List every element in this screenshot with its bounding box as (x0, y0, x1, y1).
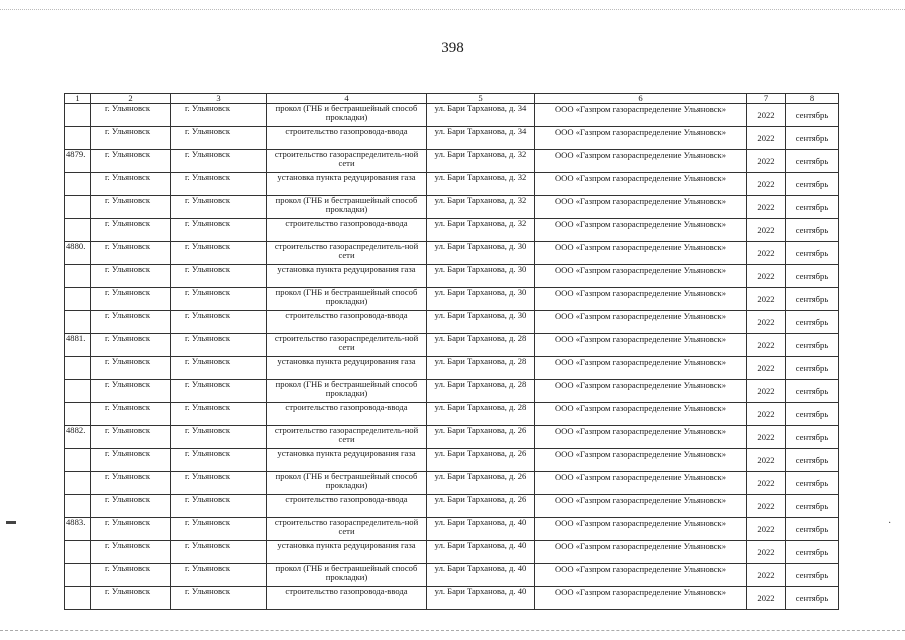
year-cell (747, 472, 786, 495)
month-cell (786, 380, 839, 403)
organization-cell: ООО «Газпром газораспределение Ульяновск» (535, 288, 747, 311)
header-col-4: 4 (267, 94, 427, 104)
locality-cell: г. Ульяновск (171, 403, 267, 426)
year-cell-text: 2022 (757, 385, 775, 396)
locality-cell: г. Ульяновск (171, 196, 267, 219)
month-cell (786, 495, 839, 518)
month-cell-text: сентябрь (795, 316, 829, 327)
work-type-cell: строительство газопровода-ввода (267, 587, 427, 610)
year-cell (747, 334, 786, 357)
month-cell (786, 288, 839, 311)
year-cell-text: 2022 (757, 500, 775, 511)
year-cell-text: 2022 (757, 178, 775, 189)
year-cell-text: 2022 (757, 523, 775, 534)
year-cell-text: 2022 (757, 201, 775, 212)
header-col-8: 8 (786, 94, 839, 104)
row-number (65, 472, 91, 495)
year-cell (747, 150, 786, 173)
address-cell: ул. Бари Тарханова, д. 26 (427, 426, 535, 449)
address-cell: ул. Бари Тарханова, д. 28 (427, 334, 535, 357)
work-type-cell: прокол (ГНБ и бестраншейный способ прокладки) (267, 196, 427, 219)
page-number: 398 (441, 40, 464, 56)
locality-cell: г. Ульяновск (171, 104, 267, 127)
organization-cell: ООО «Газпром газораспределение Ульяновск» (535, 104, 747, 127)
year-cell (747, 357, 786, 380)
year-cell (747, 219, 786, 242)
month-cell (786, 357, 839, 380)
row-number (65, 127, 91, 150)
locality-cell: г. Ульяновск (171, 518, 267, 541)
year-cell-text: 2022 (757, 224, 775, 235)
month-cell-text: сентябрь (795, 201, 829, 212)
work-type-cell: строительство газораспределитель-ной сети (267, 242, 427, 265)
region-cell: г. Ульяновск (91, 196, 171, 219)
month-cell-text: сентябрь (795, 546, 829, 557)
month-cell (786, 242, 839, 265)
year-cell (747, 242, 786, 265)
work-type-cell: строительство газопровода-ввода (267, 219, 427, 242)
year-cell-text: 2022 (757, 293, 775, 304)
work-type-cell: строительство газопровода-ввода (267, 127, 427, 150)
address-cell: ул. Бари Тарханова, д. 30 (427, 265, 535, 288)
locality-cell: г. Ульяновск (171, 265, 267, 288)
address-cell: ул. Бари Тарханова, д. 28 (427, 403, 535, 426)
table-row (65, 173, 839, 196)
row-number: 4880. (65, 242, 91, 265)
organization-cell: ООО «Газпром газораспределение Ульяновск» (535, 587, 747, 610)
work-type-cell: строительство газораспределитель-ной сети (267, 334, 427, 357)
locality-cell: г. Ульяновск (171, 288, 267, 311)
year-cell-text: 2022 (757, 316, 775, 327)
month-cell-text: сентябрь (795, 523, 829, 534)
address-cell: ул. Бари Тарханова, д. 32 (427, 196, 535, 219)
table-row (65, 311, 839, 334)
row-number (65, 495, 91, 518)
year-cell (747, 541, 786, 564)
locality-cell: г. Ульяновск (171, 449, 267, 472)
region-cell: г. Ульяновск (91, 357, 171, 380)
work-type-cell: прокол (ГНБ и бестраншейный способ прокладки) (267, 472, 427, 495)
address-cell: ул. Бари Тарханова, д. 26 (427, 472, 535, 495)
work-type-cell: установка пункта редуцирования газа (267, 173, 427, 196)
row-number (65, 357, 91, 380)
row-number (65, 311, 91, 334)
month-cell-text: сентябрь (795, 178, 829, 189)
month-cell-text: сентябрь (795, 408, 829, 419)
table-row (65, 449, 839, 472)
row-number (65, 541, 91, 564)
month-cell (786, 196, 839, 219)
year-cell (747, 587, 786, 610)
work-type-cell: установка пункта редуцирования газа (267, 541, 427, 564)
table-row (65, 288, 839, 311)
region-cell: г. Ульяновск (91, 173, 171, 196)
organization-cell: ООО «Газпром газораспределение Ульяновск» (535, 426, 747, 449)
locality-cell: г. Ульяновск (171, 150, 267, 173)
year-cell-text: 2022 (757, 109, 775, 120)
month-cell (786, 587, 839, 610)
work-type-cell: строительство газораспределитель-ной сети (267, 150, 427, 173)
region-cell: г. Ульяновск (91, 518, 171, 541)
region-cell: г. Ульяновск (91, 403, 171, 426)
organization-cell: ООО «Газпром газораспределение Ульяновск» (535, 472, 747, 495)
locality-cell: г. Ульяновск (171, 495, 267, 518)
header-col-5: 5 (427, 94, 535, 104)
year-cell-text: 2022 (757, 362, 775, 373)
year-cell (747, 449, 786, 472)
table-row (65, 380, 839, 403)
month-cell-text: сентябрь (795, 569, 829, 580)
work-type-cell: установка пункта редуцирования газа (267, 265, 427, 288)
year-cell (747, 288, 786, 311)
year-cell-text: 2022 (757, 546, 775, 557)
region-cell: г. Ульяновск (91, 380, 171, 403)
table-row (65, 564, 839, 587)
month-cell-text: сентябрь (795, 592, 829, 603)
organization-cell: ООО «Газпром газораспределение Ульяновск» (535, 311, 747, 334)
row-number (65, 288, 91, 311)
address-cell: ул. Бари Тарханова, д. 32 (427, 219, 535, 242)
region-cell: г. Ульяновск (91, 334, 171, 357)
organization-cell: ООО «Газпром газораспределение Ульяновск» (535, 403, 747, 426)
header-col-6: 6 (535, 94, 747, 104)
table-row (65, 127, 839, 150)
locality-cell: г. Ульяновск (171, 380, 267, 403)
row-number (65, 104, 91, 127)
locality-cell: г. Ульяновск (171, 219, 267, 242)
organization-cell: ООО «Газпром газораспределение Ульяновск» (535, 357, 747, 380)
year-cell (747, 380, 786, 403)
header-col-1: 1 (65, 94, 91, 104)
row-number (65, 587, 91, 610)
work-type-cell: прокол (ГНБ и бестраншейный способ прокладки) (267, 104, 427, 127)
month-cell-text: сентябрь (795, 339, 829, 350)
table-row (65, 242, 839, 265)
year-cell (747, 196, 786, 219)
address-cell: ул. Бари Тарханова, д. 40 (427, 564, 535, 587)
month-cell (786, 541, 839, 564)
year-cell-text: 2022 (757, 454, 775, 465)
table-row (65, 518, 839, 541)
month-cell (786, 426, 839, 449)
table-row (65, 104, 839, 127)
locality-cell: г. Ульяновск (171, 426, 267, 449)
address-cell: ул. Бари Тарханова, д. 40 (427, 587, 535, 610)
table-row (65, 587, 839, 610)
scan-top-edge (0, 9, 905, 10)
locality-cell: г. Ульяновск (171, 357, 267, 380)
organization-cell: ООО «Газпром газораспределение Ульяновск» (535, 219, 747, 242)
work-type-cell: строительство газораспределитель-ной сети (267, 426, 427, 449)
organization-cell: ООО «Газпром газораспределение Ульяновск» (535, 242, 747, 265)
work-type-cell: строительство газопровода-ввода (267, 495, 427, 518)
year-cell (747, 495, 786, 518)
table-row (65, 426, 839, 449)
address-cell: ул. Бари Тарханова, д. 26 (427, 449, 535, 472)
locality-cell: г. Ульяновск (171, 587, 267, 610)
table-header-row (65, 94, 839, 104)
year-cell-text: 2022 (757, 408, 775, 419)
year-cell (747, 564, 786, 587)
scan-mark-left: ▬ (6, 516, 16, 527)
organization-cell: ООО «Газпром газораспределение Ульяновск» (535, 449, 747, 472)
work-type-cell: установка пункта редуцирования газа (267, 449, 427, 472)
address-cell: ул. Бари Тарханова, д. 28 (427, 380, 535, 403)
table-row (65, 219, 839, 242)
month-cell (786, 150, 839, 173)
address-cell: ул. Бари Тарханова, д. 40 (427, 518, 535, 541)
address-cell: ул. Бари Тарханова, д. 30 (427, 311, 535, 334)
locality-cell: г. Ульяновск (171, 242, 267, 265)
month-cell (786, 518, 839, 541)
year-cell-text: 2022 (757, 569, 775, 580)
row-number (65, 196, 91, 219)
organization-cell: ООО «Газпром газораспределение Ульяновск» (535, 541, 747, 564)
month-cell-text: сентябрь (795, 132, 829, 143)
row-number (65, 265, 91, 288)
year-cell-text: 2022 (757, 270, 775, 281)
month-cell-text: сентябрь (795, 224, 829, 235)
table-row (65, 196, 839, 219)
month-cell (786, 265, 839, 288)
header-col-3: 3 (171, 94, 267, 104)
locality-cell: г. Ульяновск (171, 334, 267, 357)
organization-cell: ООО «Газпром газораспределение Ульяновск» (535, 173, 747, 196)
month-cell-text: сентябрь (795, 247, 829, 258)
month-cell-text: сентябрь (795, 293, 829, 304)
row-number (65, 449, 91, 472)
row-number (65, 173, 91, 196)
month-cell-text: сентябрь (795, 385, 829, 396)
region-cell: г. Ульяновск (91, 541, 171, 564)
locality-cell: г. Ульяновск (171, 127, 267, 150)
address-cell: ул. Бари Тарханова, д. 34 (427, 127, 535, 150)
locality-cell: г. Ульяновск (171, 311, 267, 334)
year-cell-text: 2022 (757, 431, 775, 442)
month-cell-text: сентябрь (795, 109, 829, 120)
row-number (65, 403, 91, 426)
month-cell-text: сентябрь (795, 362, 829, 373)
month-cell (786, 104, 839, 127)
table-row (65, 150, 839, 173)
work-type-cell: строительство газораспределитель-ной сети (267, 518, 427, 541)
month-cell-text: сентябрь (795, 500, 829, 511)
year-cell (747, 311, 786, 334)
year-cell (747, 173, 786, 196)
month-cell (786, 449, 839, 472)
address-cell: ул. Бари Тарханова, д. 30 (427, 242, 535, 265)
year-cell (747, 426, 786, 449)
table-body (65, 104, 839, 610)
month-cell (786, 472, 839, 495)
region-cell: г. Ульяновск (91, 564, 171, 587)
organization-cell: ООО «Газпром газораспределение Ульяновск» (535, 334, 747, 357)
scan-bottom-edge (0, 630, 905, 631)
month-cell-text: сентябрь (795, 477, 829, 488)
row-number: 4881. (65, 334, 91, 357)
header-col-2: 2 (91, 94, 171, 104)
organization-cell: ООО «Газпром газораспределение Ульяновск» (535, 127, 747, 150)
row-number: 4879. (65, 150, 91, 173)
month-cell (786, 403, 839, 426)
region-cell: г. Ульяновск (91, 449, 171, 472)
table-row (65, 541, 839, 564)
region-cell: г. Ульяновск (91, 288, 171, 311)
work-type-cell: прокол (ГНБ и бестраншейный способ прокладки) (267, 288, 427, 311)
year-cell-text: 2022 (757, 247, 775, 258)
work-type-cell: установка пункта редуцирования газа (267, 357, 427, 380)
region-cell: г. Ульяновск (91, 265, 171, 288)
address-cell: ул. Бари Тарханова, д. 40 (427, 541, 535, 564)
address-cell: ул. Бари Тарханова, д. 26 (427, 495, 535, 518)
row-number: 4882. (65, 426, 91, 449)
table-row (65, 472, 839, 495)
organization-cell: ООО «Газпром газораспределение Ульяновск» (535, 495, 747, 518)
region-cell: г. Ульяновск (91, 127, 171, 150)
year-cell-text: 2022 (757, 155, 775, 166)
organization-cell: ООО «Газпром газораспределение Ульяновск» (535, 380, 747, 403)
month-cell (786, 127, 839, 150)
organization-cell: ООО «Газпром газораспределение Ульяновск» (535, 196, 747, 219)
row-number (65, 564, 91, 587)
region-cell: г. Ульяновск (91, 104, 171, 127)
address-cell: ул. Бари Тарханова, д. 28 (427, 357, 535, 380)
header-col-7: 7 (747, 94, 786, 104)
month-cell-text: сентябрь (795, 431, 829, 442)
row-number: 4883. (65, 518, 91, 541)
year-cell (747, 518, 786, 541)
region-cell: г. Ульяновск (91, 150, 171, 173)
month-cell-text: сентябрь (795, 270, 829, 281)
region-cell: г. Ульяновск (91, 587, 171, 610)
year-cell-text: 2022 (757, 592, 775, 603)
year-cell (747, 104, 786, 127)
month-cell (786, 311, 839, 334)
month-cell (786, 219, 839, 242)
work-type-cell: строительство газопровода-ввода (267, 311, 427, 334)
table-row (65, 495, 839, 518)
locality-cell: г. Ульяновск (171, 472, 267, 495)
year-cell (747, 403, 786, 426)
month-cell (786, 334, 839, 357)
locality-cell: г. Ульяновск (171, 173, 267, 196)
organization-cell: ООО «Газпром газораспределение Ульяновск» (535, 518, 747, 541)
organization-cell: ООО «Газпром газораспределение Ульяновск» (535, 265, 747, 288)
locality-cell: г. Ульяновск (171, 564, 267, 587)
organization-cell: ООО «Газпром газораспределение Ульяновск» (535, 150, 747, 173)
region-cell: г. Ульяновск (91, 311, 171, 334)
region-cell: г. Ульяновск (91, 472, 171, 495)
row-number (65, 219, 91, 242)
month-cell-text: сентябрь (795, 454, 829, 465)
address-cell: ул. Бари Тарханова, д. 32 (427, 173, 535, 196)
year-cell (747, 265, 786, 288)
table-row (65, 334, 839, 357)
region-cell: г. Ульяновск (91, 495, 171, 518)
work-type-cell: прокол (ГНБ и бестраншейный способ прокладки) (267, 380, 427, 403)
scan-mark-right: · (888, 518, 892, 529)
table-row (65, 403, 839, 426)
region-cell: г. Ульяновск (91, 219, 171, 242)
region-cell: г. Ульяновск (91, 242, 171, 265)
register-table (64, 93, 839, 610)
month-cell (786, 564, 839, 587)
year-cell-text: 2022 (757, 132, 775, 143)
year-cell-text: 2022 (757, 339, 775, 350)
region-cell: г. Ульяновск (91, 426, 171, 449)
table-row (65, 357, 839, 380)
address-cell: ул. Бари Тарханова, д. 32 (427, 150, 535, 173)
year-cell (747, 127, 786, 150)
work-type-cell: строительство газопровода-ввода (267, 403, 427, 426)
work-type-cell: прокол (ГНБ и бестраншейный способ прокладки) (267, 564, 427, 587)
table-row (65, 265, 839, 288)
month-cell (786, 173, 839, 196)
address-cell: ул. Бари Тарханова, д. 30 (427, 288, 535, 311)
month-cell-text: сентябрь (795, 155, 829, 166)
organization-cell: ООО «Газпром газораспределение Ульяновск» (535, 564, 747, 587)
address-cell: ул. Бари Тарханова, д. 34 (427, 104, 535, 127)
year-cell-text: 2022 (757, 477, 775, 488)
row-number (65, 380, 91, 403)
locality-cell: г. Ульяновск (171, 541, 267, 564)
